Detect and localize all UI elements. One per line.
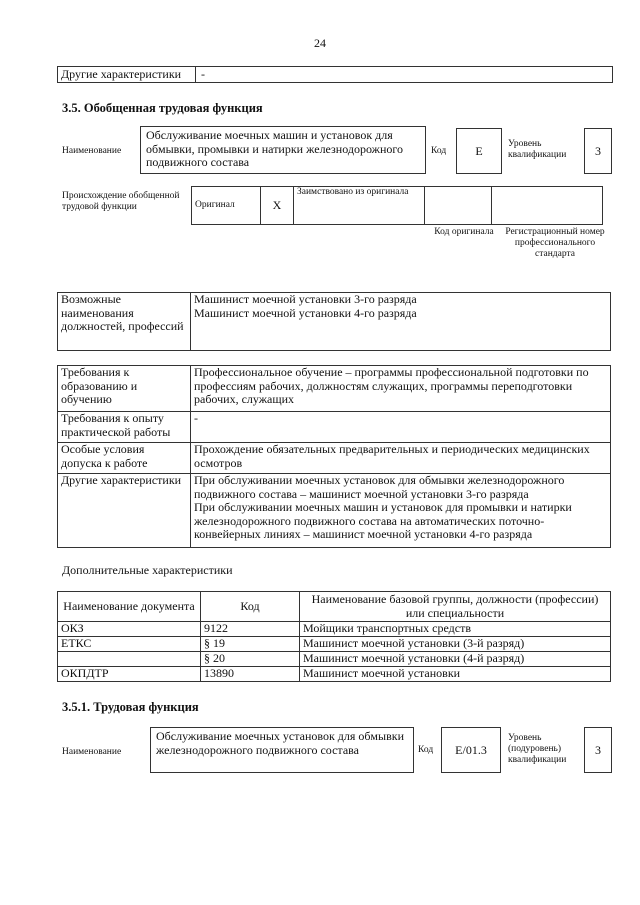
tf-name-label: Наименование — [62, 747, 122, 757]
row-code: 9122 — [201, 622, 300, 637]
header-code: Код — [201, 592, 300, 622]
row-doc — [58, 652, 201, 667]
code-label: Код — [431, 146, 447, 156]
header-doc: Наименование документа — [58, 592, 201, 622]
row-name: Машинист моечной установки (4-й разряд) — [300, 652, 611, 667]
level-value: 3 — [595, 144, 601, 158]
level-box — [584, 128, 612, 174]
top-row-label: Другие характеристики — [61, 67, 182, 81]
original-mark: X — [261, 187, 294, 225]
borrowed-label: Заимствовано из оригинала — [294, 187, 425, 225]
row-doc: ОКПДТР — [58, 667, 201, 682]
row-code: § 20 — [201, 652, 300, 667]
tf-name-value: Обслуживание моечных установок для обмывки железнодорожного подвижного состава — [156, 729, 404, 757]
tf-level-box — [584, 727, 612, 773]
name-label: Наименование — [62, 146, 122, 156]
tf-name-box — [150, 727, 414, 773]
tf-code-value: E/01.3 — [455, 743, 487, 757]
top-row-value: - — [201, 67, 205, 81]
code-original-caption: Код оригинала — [434, 227, 494, 237]
req-experience-value: - — [191, 412, 611, 443]
top-characteristics-row — [57, 66, 613, 83]
req-other-label: Другие характеристики — [58, 474, 191, 548]
positions-table — [57, 292, 611, 351]
row-name: Мойщики транспортных средств — [300, 622, 611, 637]
position-item: Машинист моечной установки 3-го разряда — [194, 292, 417, 306]
original-label: Оригинал — [192, 187, 261, 225]
additional-table — [57, 591, 611, 682]
name-value-box — [140, 126, 426, 174]
page-number: 24 — [314, 36, 326, 50]
code-value: E — [475, 144, 483, 158]
reg-number-caption: Регистрационный номер профессионального стандарта — [505, 227, 605, 259]
req-experience-label: Требования к опыту практической работы — [58, 412, 191, 443]
code-box — [456, 128, 502, 174]
origin-label: Происхождение обобщенной трудовой функции — [62, 191, 180, 212]
req-conditions-value: Прохождение обязательных предварительных и периодических медицинских осмотров — [191, 443, 611, 474]
req-education-label: Требования к образованию и обучению — [58, 366, 191, 412]
header-name: Наименование базовой группы, должности (профессии) или специальности — [300, 592, 611, 622]
row-code: § 19 — [201, 637, 300, 652]
tf-code-box — [441, 727, 501, 773]
row-name: Машинист моечной установки — [300, 667, 611, 682]
req-education-value: Профессиональное обучение – программы профессиональной подготовки по профессиям рабочих, должностям служащих, программы переподготовки рабочих, служащих — [191, 366, 611, 412]
tf-code-label: Код — [418, 745, 434, 755]
additional-title: Дополнительные характеристики — [62, 563, 233, 577]
row-code: 13890 — [201, 667, 300, 682]
origin-table — [191, 186, 603, 225]
row-name: Машинист моечной установки (3-й разряд) — [300, 637, 611, 652]
req-conditions-label: Особые условия допуска к работе — [58, 443, 191, 474]
section-3-5-1-heading: 3.5.1. Трудовая функция — [62, 700, 199, 714]
section-3-5-heading: 3.5. Обобщенная трудовая функция — [62, 101, 263, 115]
positions-label: Возможные наименования должностей, профессий — [58, 293, 191, 351]
row-doc: ОКЗ — [58, 622, 201, 637]
positions-values — [191, 293, 611, 351]
tf-level-value: 3 — [595, 743, 601, 757]
row-doc: ЕТКС — [58, 637, 201, 652]
reg-number-cell — [492, 187, 603, 225]
req-other-value: При обслуживании моечных установок для обмывки железнодорожного подвижного состава – машинист моечной установки 3-го разряда При обслуживании моечных машин и установок для промывки и натирки железнодорожного подвижного состава на автоматических поточно-конвейерных линиях – машинист моечной установки 4-го разряда — [191, 474, 611, 548]
code-original-cell — [425, 187, 492, 225]
name-value: Обслуживание моечных машин и установок для обмывки, промывки и натирки железнодорожного подвижного состава — [146, 128, 403, 169]
level-label: Уровень квалификации — [508, 139, 567, 160]
position-item: Машинист моечной установки 4-го разряда — [194, 305, 417, 320]
requirements-table — [57, 365, 611, 548]
tf-level-label: Уровень (подуровень) квалификации — [508, 733, 567, 765]
